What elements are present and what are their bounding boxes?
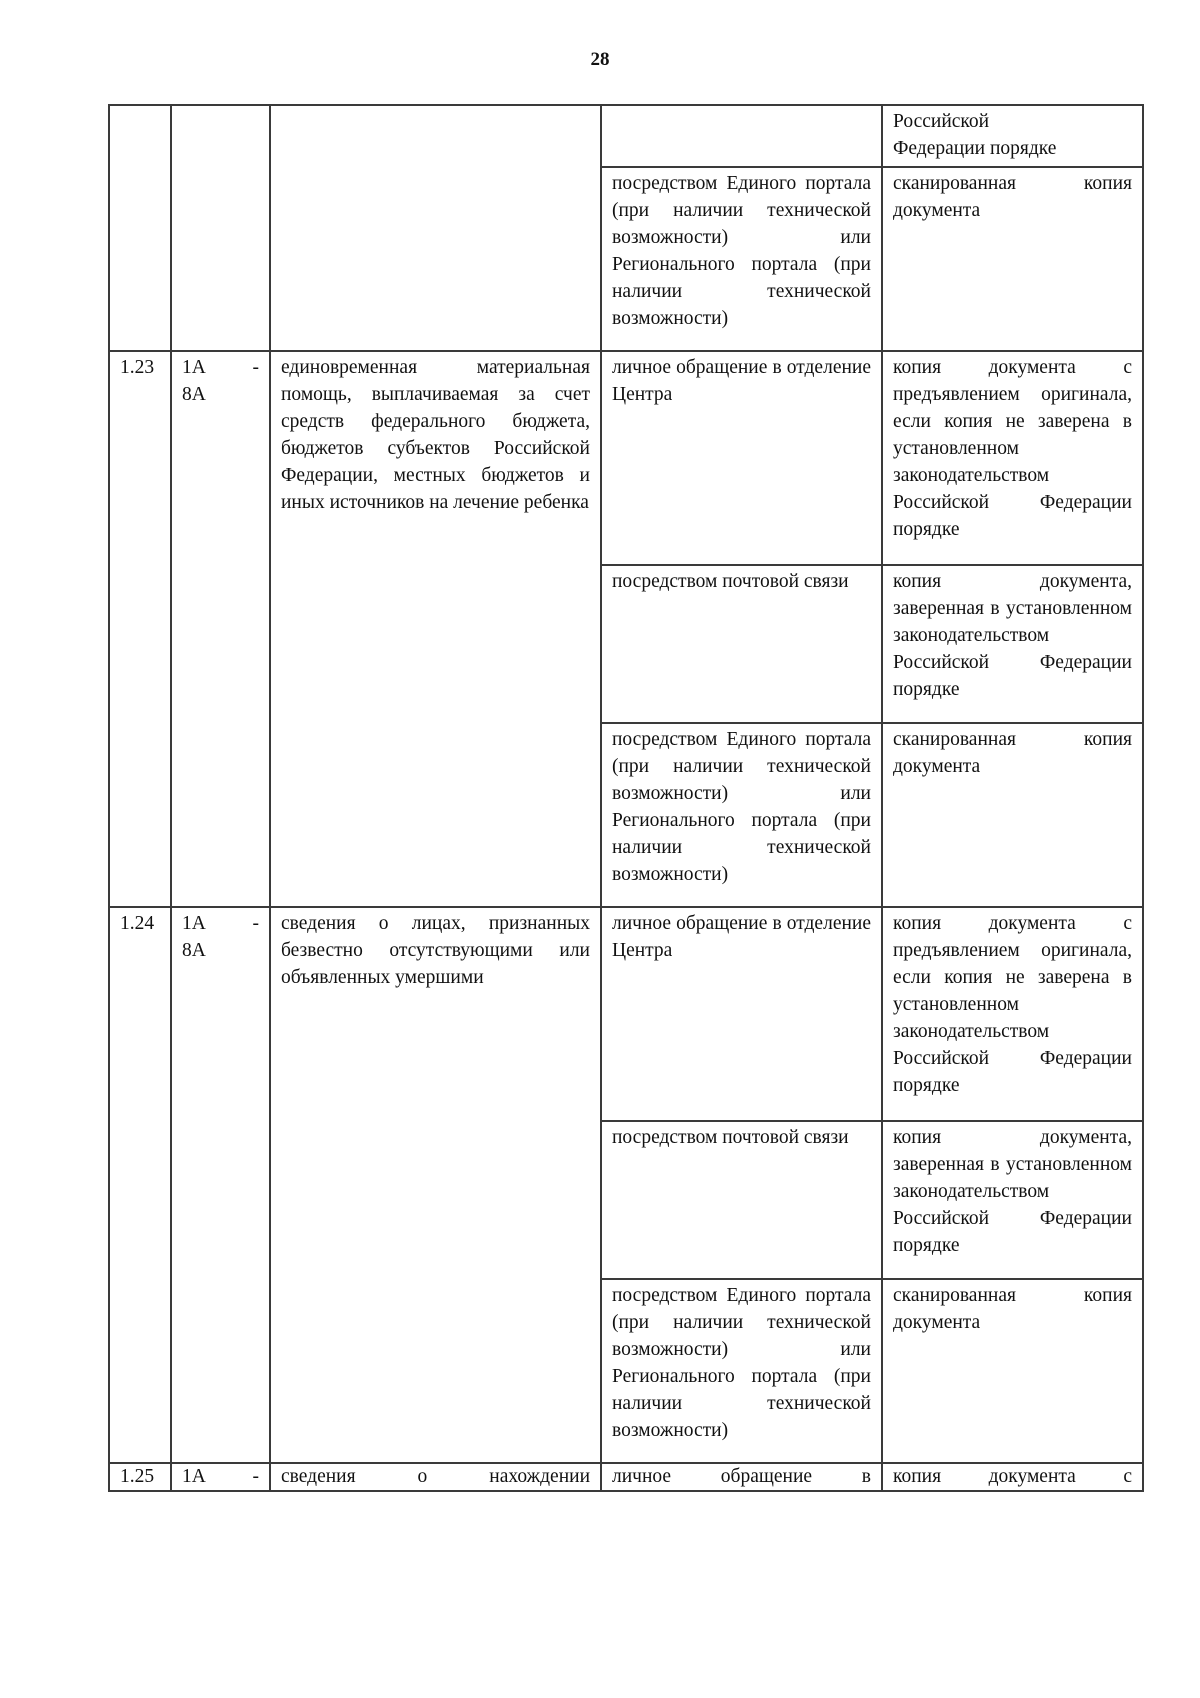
carryover-code-cell	[171, 105, 270, 351]
method-portal: посредством Единого портала (при наличии технической возможности) или Регионального портала (при наличии технической возможности)	[601, 723, 882, 907]
row-name: единовременная материальная помощь, выплачиваемая за счет средств федерального бюджета, бюджетов субъектов Российской Федерации, местных бюджетов и иных источников на лечение ребенка	[270, 351, 601, 907]
row-code	[171, 1463, 270, 1491]
method-personal: личное обращение в отделение Центра	[601, 351, 882, 565]
table-row-1-23	[109, 351, 1143, 565]
carryover-doc-cell	[882, 105, 1143, 167]
doc-line: копия документа с	[893, 1466, 1132, 1487]
carryover-name-cell	[270, 105, 601, 351]
page-number: 28	[590, 49, 610, 70]
carryover-row	[109, 105, 1143, 167]
code-end: 8А	[182, 940, 206, 961]
code-start: 1А	[182, 913, 206, 934]
doc-post: копия документа, заверенная в установленном законодательством Российской Федерации порядке	[882, 1121, 1143, 1279]
row-name-line: сведения о нахождении	[281, 1466, 590, 1487]
row-code	[171, 351, 270, 907]
doc-personal	[882, 1463, 1143, 1491]
carryover-portal-doc: сканированная копия документа	[882, 167, 1143, 351]
method-post: посредством почтовой связи	[601, 1121, 882, 1279]
doc-portal: сканированная копия документа	[882, 723, 1143, 907]
method-personal: личное обращение в отделение Центра	[601, 907, 882, 1121]
doc-portal: сканированная копия документа	[882, 1279, 1143, 1463]
carryover-doc-line: Федерации порядке	[893, 138, 1057, 159]
code-start: 1А	[182, 1466, 206, 1487]
table-row-1-25	[109, 1463, 1143, 1491]
method-post: посредством почтовой связи	[601, 565, 882, 723]
row-name	[270, 1463, 601, 1491]
row-code	[171, 907, 270, 1463]
carryover-num-cell	[109, 105, 171, 351]
doc-post: копия документа, заверенная в установленном законодательством Российской Федерации порядке	[882, 565, 1143, 723]
carryover-method-cell	[601, 105, 882, 167]
carryover-doc-line: Российской	[893, 111, 990, 132]
row-number: 1.25	[109, 1463, 171, 1491]
code-dash: -	[252, 357, 259, 378]
doc-personal: копия документа с предъявлением оригинала, если копия не заверена в установленном законодательством Российской Федерации порядке	[882, 907, 1143, 1121]
table-row-1-24	[109, 907, 1143, 1121]
code-dash: -	[252, 913, 259, 934]
code-dash: -	[252, 1466, 259, 1487]
code-start: 1А	[182, 357, 206, 378]
method-line: личное обращение в	[612, 1466, 871, 1487]
document-table	[108, 104, 1144, 1492]
method-personal	[601, 1463, 882, 1491]
method-portal: посредством Единого портала (при наличии технической возможности) или Регионального портала (при наличии технической возможности)	[601, 1279, 882, 1463]
row-name: сведения о лицах, признанных безвестно отсутствующими или объявленных умершими	[270, 907, 601, 1463]
code-end: 8А	[182, 384, 206, 405]
row-number: 1.23	[109, 351, 171, 907]
doc-personal: копия документа с предъявлением оригинала, если копия не заверена в установленном законодательством Российской Федерации порядке	[882, 351, 1143, 565]
carryover-portal-method: посредством Единого портала (при наличии технической возможности) или Регионального портала (при наличии технической возможности)	[601, 167, 882, 351]
row-number: 1.24	[109, 907, 171, 1463]
